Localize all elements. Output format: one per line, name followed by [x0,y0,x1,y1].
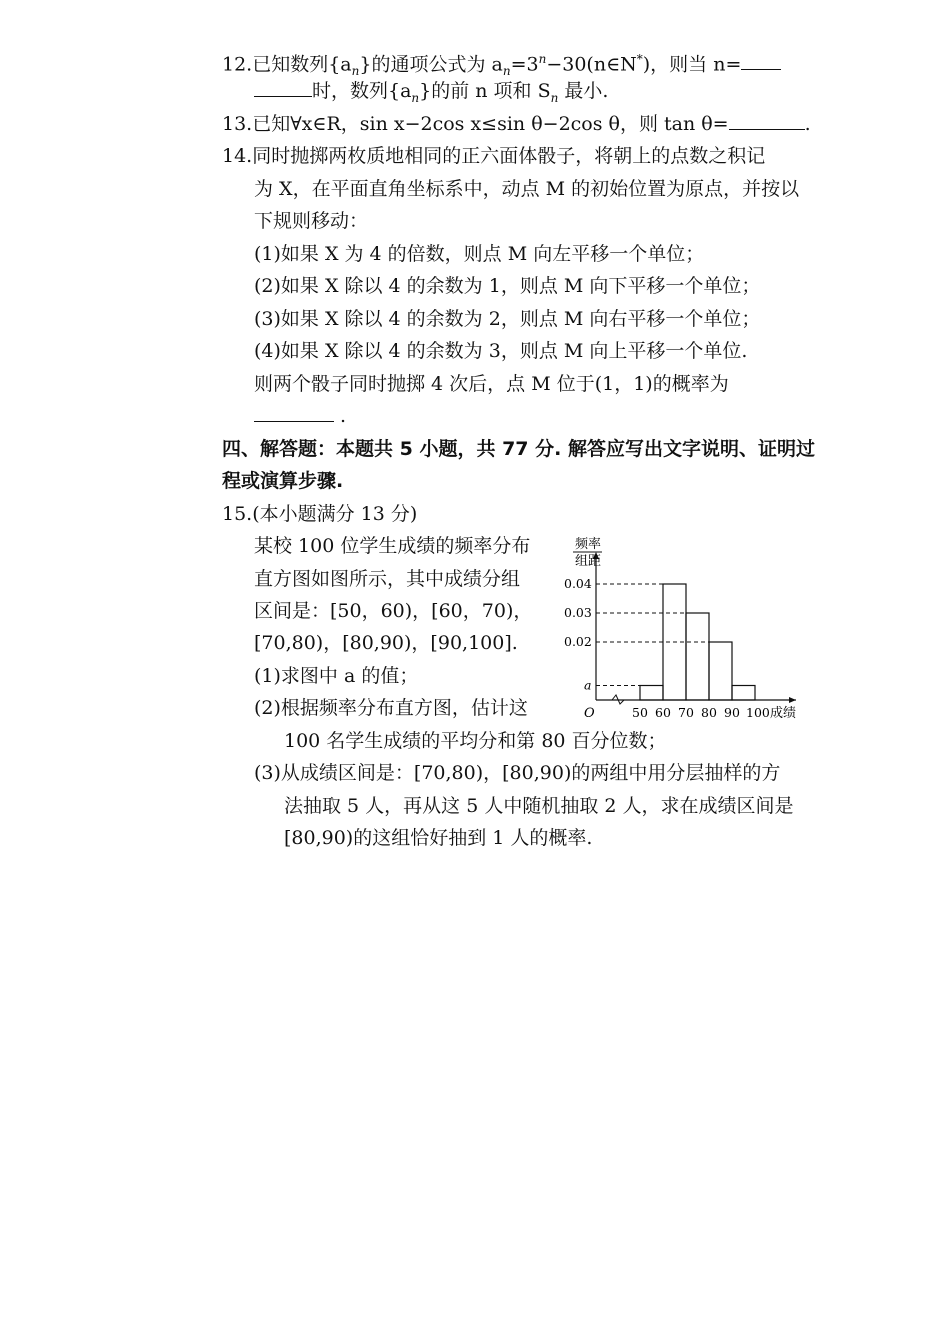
x-axis-label: 成绩 [770,706,797,721]
histogram-bar [686,613,709,700]
q14-rule3: (3)如果 X 除以 4 的余数为 2，则点 M 向右平移一个单位； [254,308,761,330]
section4-heading-line2: 程或演算步骤. [222,470,344,492]
q15-para-line2: 直方图如图所示，其中成绩分组 [254,568,521,590]
y-tick-label: 0.04 [564,576,592,591]
q13-answer-blank[interactable] [729,111,805,130]
y-tick-label: 0.02 [564,634,592,649]
q15-para-line4: [70,80)，[80,90)，[90,100]. [254,632,518,654]
y-tick-label: 0.03 [564,605,592,620]
q14-line3: 下规则移动： [254,210,369,232]
q15-para-line1: 某校 100 位学生成绩的频率分布 [254,535,531,557]
x-tick-label: 90 [724,705,740,720]
q12-line2: 时，数列$\{a_n\}$的前 n 项和 $S_n$ 最小. [254,78,608,111]
q15-sub2-line1: (2)根据频率分布直方图，估计这 [254,697,528,719]
q14-answer-blank[interactable] [254,403,334,422]
q14-line2: 为 X，在平面直角坐标系中，动点 M 的初始位置为原点，并按以 [254,178,800,200]
q14-rule2: (2)如果 X 除以 4 的余数为 1，则点 M 向下平移一个单位； [254,275,761,297]
y-tick-label: a [584,677,592,693]
x-tick-label: 100 [746,705,770,720]
q14-last-line: 则两个骰子同时抛掷 4 次后，点 M 位于(1，1)的概率为 [254,373,729,395]
q15-sub2-line2: 100 名学生成绩的平均分和第 80 百分位数； [284,730,667,752]
histogram-bar [640,686,663,701]
q15-sub3-line3: [80,90)的这组恰好抽到 1 人的概率. [284,827,593,849]
section4-heading-line1: 四、解答题：本题共 5 小题，共 77 分. 解答应写出文字说明、证明过 [222,438,815,460]
x-axis-arrow [789,697,796,703]
x-tick-label: 50 [632,705,648,720]
q15-sub3-line1: (3)从成绩区间是：[70,80)，[80,90)的两组中用分层抽样的方 [254,762,781,784]
q14-rule4: (4)如果 X 除以 4 的余数为 3，则点 M 向上平移一个单位. [254,340,748,362]
q14-rule1: (1)如果 X 为 4 的倍数，则点 M 向左平移一个单位； [254,243,705,265]
histogram-bar [732,686,755,701]
y-axis-label-top: 频率 [575,537,602,552]
q14-answer-line: . [254,403,346,429]
x-tick-label: 80 [701,705,717,720]
q12-sub1: n [351,64,360,79]
q15-para-line3: 区间是：[50，60)，[60，70)， [254,600,533,622]
q12-answer-blank-part1[interactable] [741,51,781,70]
q15-header: 15.(本小题满分 13 分) [222,503,418,525]
x-tick-label: 70 [678,705,694,720]
frequency-histogram [556,530,806,730]
x-tick-label: 60 [655,705,671,720]
histogram-bar [709,642,732,700]
q14-line1: 14.同时抛掷两枚质地相同的正六面体骰子，将朝上的点数之积记 [222,145,766,167]
q12-answer-blank-part2[interactable] [254,78,312,97]
q15-sub3-line2: 法抽取 5 人，再从这 5 人中随机抽取 2 人，求在成绩区间是 [284,795,794,817]
y-axis-label-bottom: 组距 [575,554,602,569]
origin-label: O [584,706,595,721]
q13-line: 13.已知∀x∈R，sin x−2cos x≤sin θ−2cos θ，则 tan θ= . [222,113,811,135]
q15-sub1: (1)求图中 a 的值； [254,665,419,687]
q12-line1: 12.已知数列$\{a_n\}$的通项公式为 $a_n=3^n-30(n\in N^*)$，则当 n= [222,46,781,84]
